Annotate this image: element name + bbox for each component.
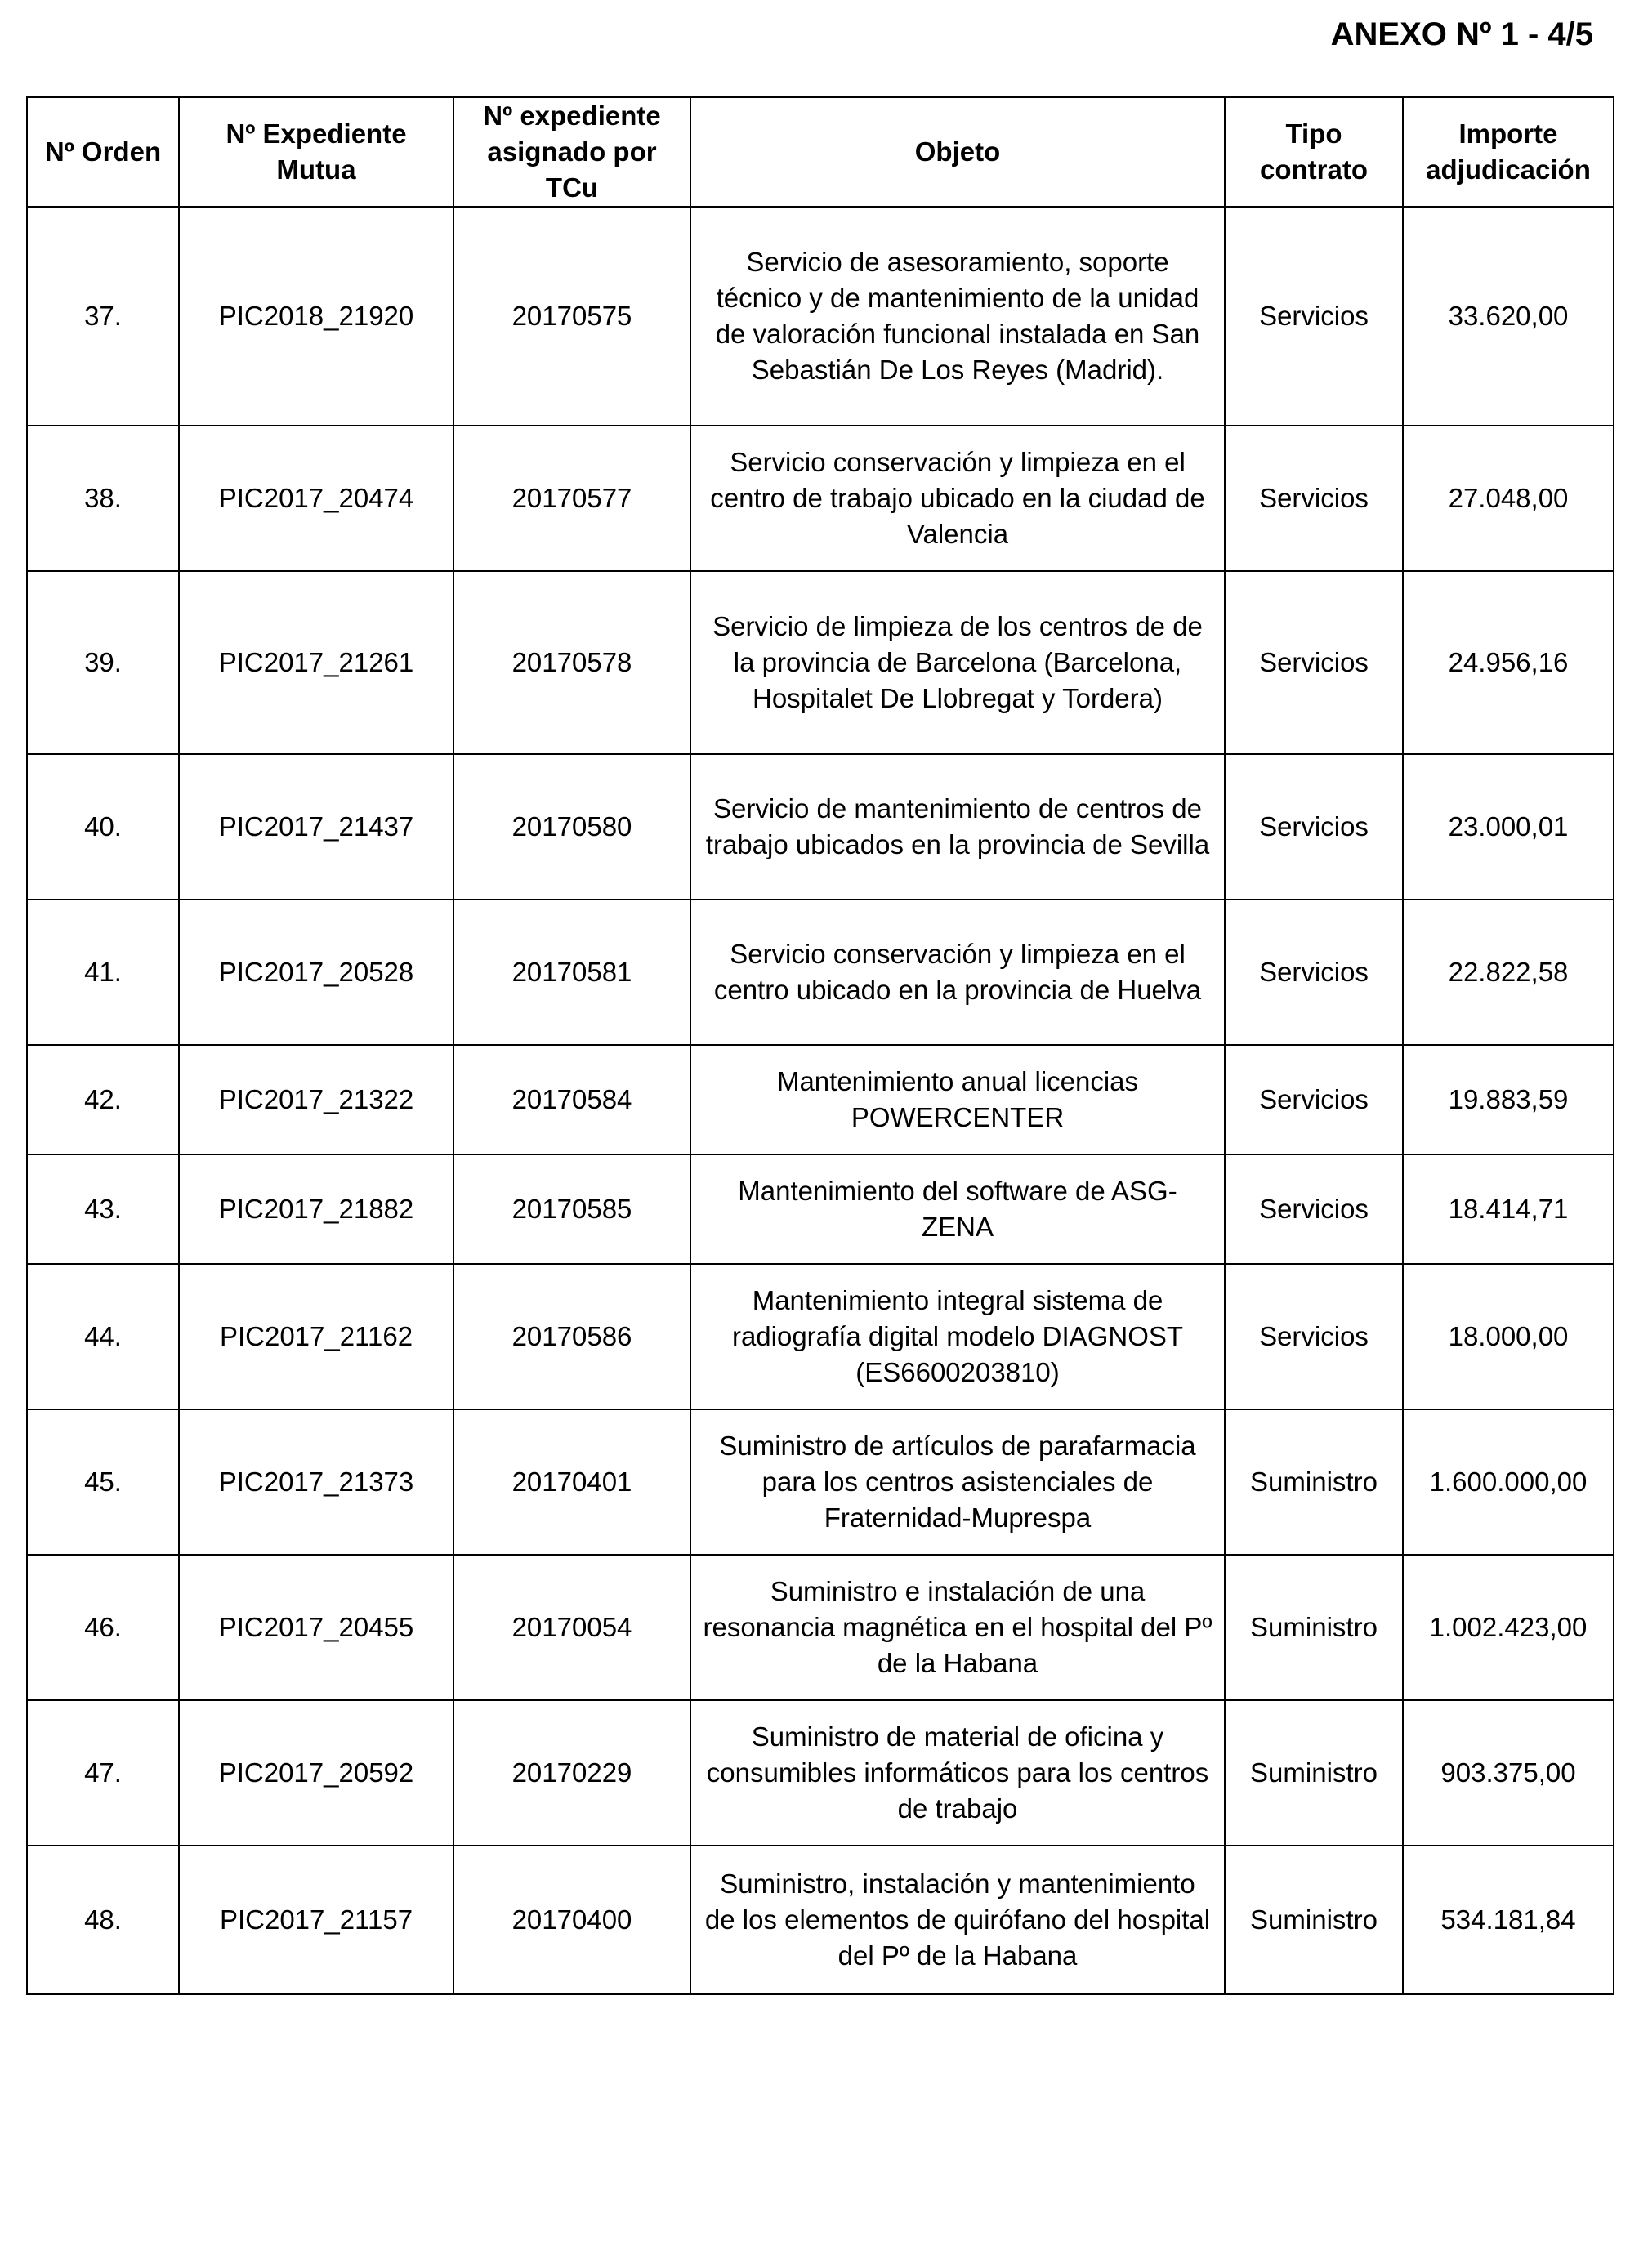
table-row [27, 207, 1614, 426]
cell-importe: 903.375,00 [1403, 1700, 1614, 1846]
cell-tcu: 20170229 [453, 1700, 690, 1846]
table-row [27, 1846, 1614, 1994]
cell-tcu: 20170054 [453, 1555, 690, 1700]
table-row [27, 1264, 1614, 1409]
cell-orden: 37. [27, 207, 179, 426]
table-row [27, 426, 1614, 571]
cell-orden: 45. [27, 1409, 179, 1555]
cell-objeto: Suministro de artículos de parafarmacia para los centros asistenciales de Fraternidad-Muprespa [690, 1409, 1225, 1555]
cell-orden: 48. [27, 1846, 179, 1994]
table-row [27, 571, 1614, 754]
cell-tipo: Servicios [1225, 900, 1403, 1045]
cell-tcu: 20170578 [453, 571, 690, 754]
cell-importe: 534.181,84 [1403, 1846, 1614, 1994]
cell-expediente: PIC2017_21157 [179, 1846, 453, 1994]
cell-tcu: 20170586 [453, 1264, 690, 1409]
cell-orden: 39. [27, 571, 179, 754]
table-row [27, 1045, 1614, 1154]
annex-title: ANEXO Nº 1 - 4/5 [1330, 16, 1593, 52]
cell-importe: 1.600.000,00 [1403, 1409, 1614, 1555]
cell-tipo: Servicios [1225, 1045, 1403, 1154]
cell-tipo: Servicios [1225, 754, 1403, 900]
cell-tcu: 20170585 [453, 1154, 690, 1264]
cell-tcu: 20170577 [453, 426, 690, 571]
cell-importe: 23.000,01 [1403, 754, 1614, 900]
cell-orden: 43. [27, 1154, 179, 1264]
table-row [27, 1154, 1614, 1264]
cell-expediente: PIC2017_21882 [179, 1154, 453, 1264]
cell-objeto: Suministro de material de oficina y consumibles informáticos para los centros de trabajo [690, 1700, 1225, 1846]
cell-expediente: PIC2017_21437 [179, 754, 453, 900]
cell-importe: 18.414,71 [1403, 1154, 1614, 1264]
cell-expediente: PIC2017_21261 [179, 571, 453, 754]
cell-tcu: 20170581 [453, 900, 690, 1045]
table-row [27, 754, 1614, 900]
cell-tipo: Servicios [1225, 571, 1403, 754]
cell-expediente: PIC2017_21162 [179, 1264, 453, 1409]
cell-orden: 46. [27, 1555, 179, 1700]
cell-expediente: PIC2017_20592 [179, 1700, 453, 1846]
column-header-orden: Nº Orden [27, 97, 179, 207]
cell-tcu: 20170400 [453, 1846, 690, 1994]
cell-tipo: Suministro [1225, 1555, 1403, 1700]
cell-tipo: Suministro [1225, 1409, 1403, 1555]
cell-importe: 1.002.423,00 [1403, 1555, 1614, 1700]
cell-objeto: Mantenimiento integral sistema de radiografía digital modelo DIAGNOST (ES6600203810) [690, 1264, 1225, 1409]
cell-objeto: Servicio de limpieza de los centros de de la provincia de Barcelona (Barcelona, Hospitalet De Llobregat y Tordera) [690, 571, 1225, 754]
cell-importe: 33.620,00 [1403, 207, 1614, 426]
cell-importe: 24.956,16 [1403, 571, 1614, 754]
cell-expediente: PIC2017_20474 [179, 426, 453, 571]
table-row [27, 900, 1614, 1045]
cell-tipo: Servicios [1225, 1264, 1403, 1409]
table-row [27, 1555, 1614, 1700]
cell-tipo: Servicios [1225, 426, 1403, 571]
cell-orden: 44. [27, 1264, 179, 1409]
cell-tipo: Suministro [1225, 1846, 1403, 1994]
cell-tcu: 20170401 [453, 1409, 690, 1555]
cell-orden: 38. [27, 426, 179, 571]
table-row [27, 1700, 1614, 1846]
table-header-row [27, 97, 1614, 207]
contracts-table [26, 96, 1614, 1995]
cell-orden: 42. [27, 1045, 179, 1154]
cell-objeto: Servicio de mantenimiento de centros de trabajo ubicados en la provincia de Sevilla [690, 754, 1225, 900]
cell-tipo: Suministro [1225, 1700, 1403, 1846]
cell-tipo: Servicios [1225, 1154, 1403, 1264]
cell-expediente: PIC2018_21920 [179, 207, 453, 426]
cell-importe: 27.048,00 [1403, 426, 1614, 571]
column-header-importe: Importe adjudicación [1403, 97, 1614, 207]
column-header-expediente-tcu: Nº expediente asignado por TCu [453, 97, 690, 207]
cell-orden: 47. [27, 1700, 179, 1846]
cell-objeto: Mantenimiento anual licencias POWERCENTER [690, 1045, 1225, 1154]
cell-orden: 40. [27, 754, 179, 900]
cell-tipo: Servicios [1225, 207, 1403, 426]
cell-objeto: Suministro e instalación de una resonancia magnética en el hospital del Pº de la Habana [690, 1555, 1225, 1700]
column-header-expediente-mutua: Nº Expediente Mutua [179, 97, 453, 207]
cell-expediente: PIC2017_21373 [179, 1409, 453, 1555]
cell-objeto: Servicio de asesoramiento, soporte técnico y de mantenimiento de la unidad de valoración funcional instalada en San Sebastián De Los Reyes (Madrid). [690, 207, 1225, 426]
cell-objeto: Suministro, instalación y mantenimiento de los elementos de quirófano del hospital del Pº de la Habana [690, 1846, 1225, 1994]
cell-objeto: Servicio conservación y limpieza en el centro de trabajo ubicado en la ciudad de Valencia [690, 426, 1225, 571]
cell-importe: 19.883,59 [1403, 1045, 1614, 1154]
cell-tcu: 20170575 [453, 207, 690, 426]
cell-expediente: PIC2017_20455 [179, 1555, 453, 1700]
cell-objeto: Mantenimiento del software de ASG-ZENA [690, 1154, 1225, 1264]
table-row [27, 1409, 1614, 1555]
cell-objeto: Servicio conservación y limpieza en el centro ubicado en la provincia de Huelva [690, 900, 1225, 1045]
cell-expediente: PIC2017_20528 [179, 900, 453, 1045]
column-header-tipo-contrato: Tipo contrato [1225, 97, 1403, 207]
cell-importe: 22.822,58 [1403, 900, 1614, 1045]
cell-tcu: 20170584 [453, 1045, 690, 1154]
cell-expediente: PIC2017_21322 [179, 1045, 453, 1154]
column-header-objeto: Objeto [690, 97, 1225, 207]
cell-orden: 41. [27, 900, 179, 1045]
cell-importe: 18.000,00 [1403, 1264, 1614, 1409]
cell-tcu: 20170580 [453, 754, 690, 900]
